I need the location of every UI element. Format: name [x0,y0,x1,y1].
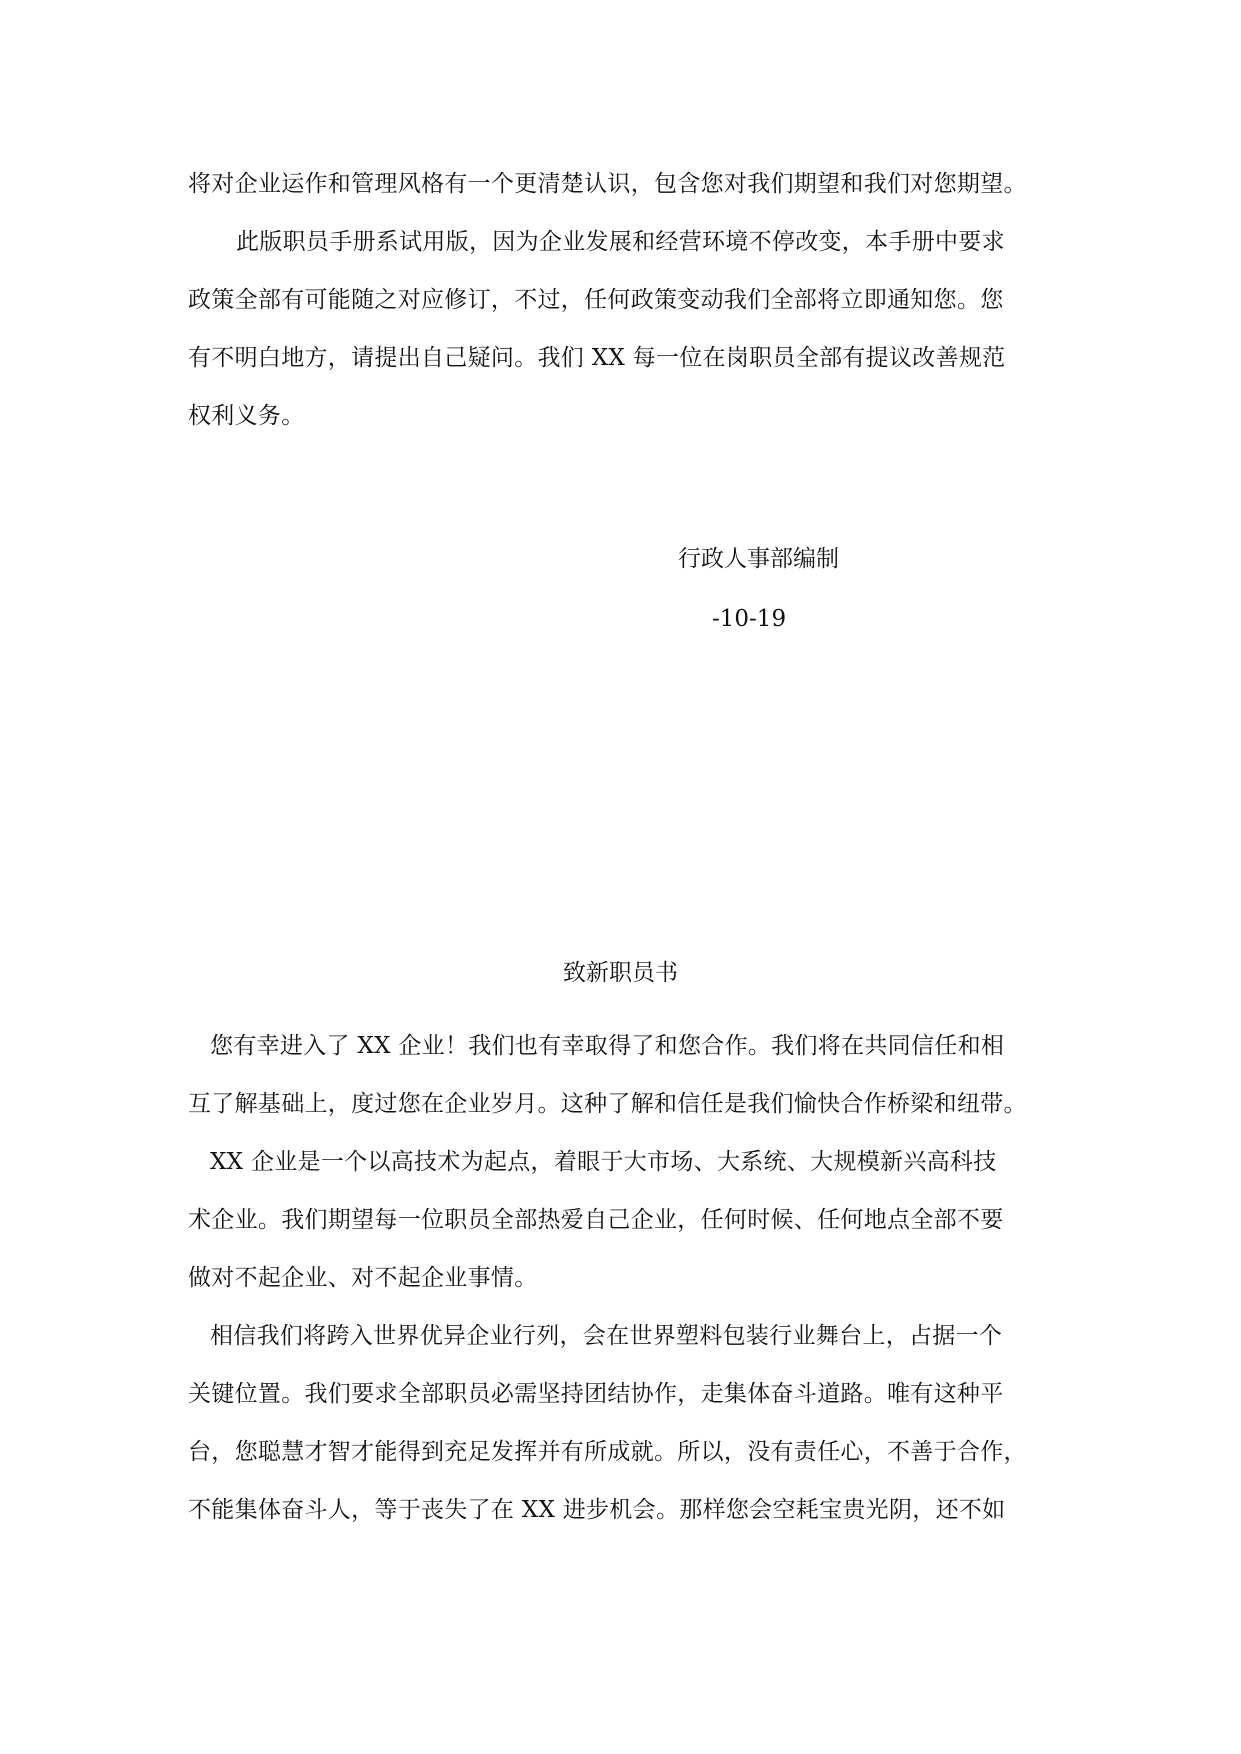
letter-title: 致新职员书 [563,960,678,986]
notice-line: 此版职员手册系试用版，因为企业发展和经营环境不停改变，本手册中要求 [236,229,1005,255]
notice-paragraph [188,213,1060,445]
letter-line: 台，您聪慧才智才能得到充足发挥并有所成就。所以，没有责任心，不善于合作， [188,1439,1027,1465]
signature-date: -10-19 [712,606,787,632]
letter-line: 您有幸进入了 XX 企业！我们也有幸取得了和您合作。我们将在共同信任和相 [210,1033,1005,1059]
letter-line: XX 企业是一个以高技术为起点，着眼于大市场、大系统、大规模新兴高科技 [210,1149,997,1175]
letter-paragraph-3 [188,1307,1060,1539]
letter-line: 关键位置。我们要求全部职员必需坚持团结协作，走集体奋斗道路。唯有这种平 [188,1381,1004,1407]
intro-paragraph [188,155,1060,213]
letter-line: 相信我们将跨入世界优异企业行列，会在世界塑料包装行业舞台上，占据一个 [210,1323,1003,1349]
notice-line: 权利义务。 [188,403,305,429]
letter-body [188,1017,1060,1539]
letter-line: 互了解基础上，度过您在企业岁月。这种了解和信任是我们愉快合作桥梁和纽带。 [188,1091,1027,1117]
intro-line: 将对企业运作和管理风格有一个更清楚认识，包含您对我们期望和我们对您期望。 [188,171,1027,197]
letter-paragraph-1 [188,1017,1060,1133]
letter-line: 不能集体奋斗人，等于丧失了在 XX 进步机会。那样您会空耗宝贵光阴，还不如 [188,1497,1006,1523]
letter-line: 做对不起企业、对不起企业事情。 [188,1265,538,1291]
handbook-intro-section [188,155,1060,445]
notice-line: 有不明白地方，请提出自己疑问。我们 XX 每一位在岗职员全部有提议改善规范 [188,345,1006,371]
signature-department: 行政人事部编制 [678,546,839,572]
notice-line: 政策全部有可能随之对应修订，不过，任何政策变动我们全部将立即通知您。您 [188,287,1004,313]
letter-line: 术企业。我们期望每一位职员全部热爱自己企业，任何时候、任何地点全部不要 [188,1207,1004,1233]
letter-paragraph-2 [188,1133,1060,1307]
